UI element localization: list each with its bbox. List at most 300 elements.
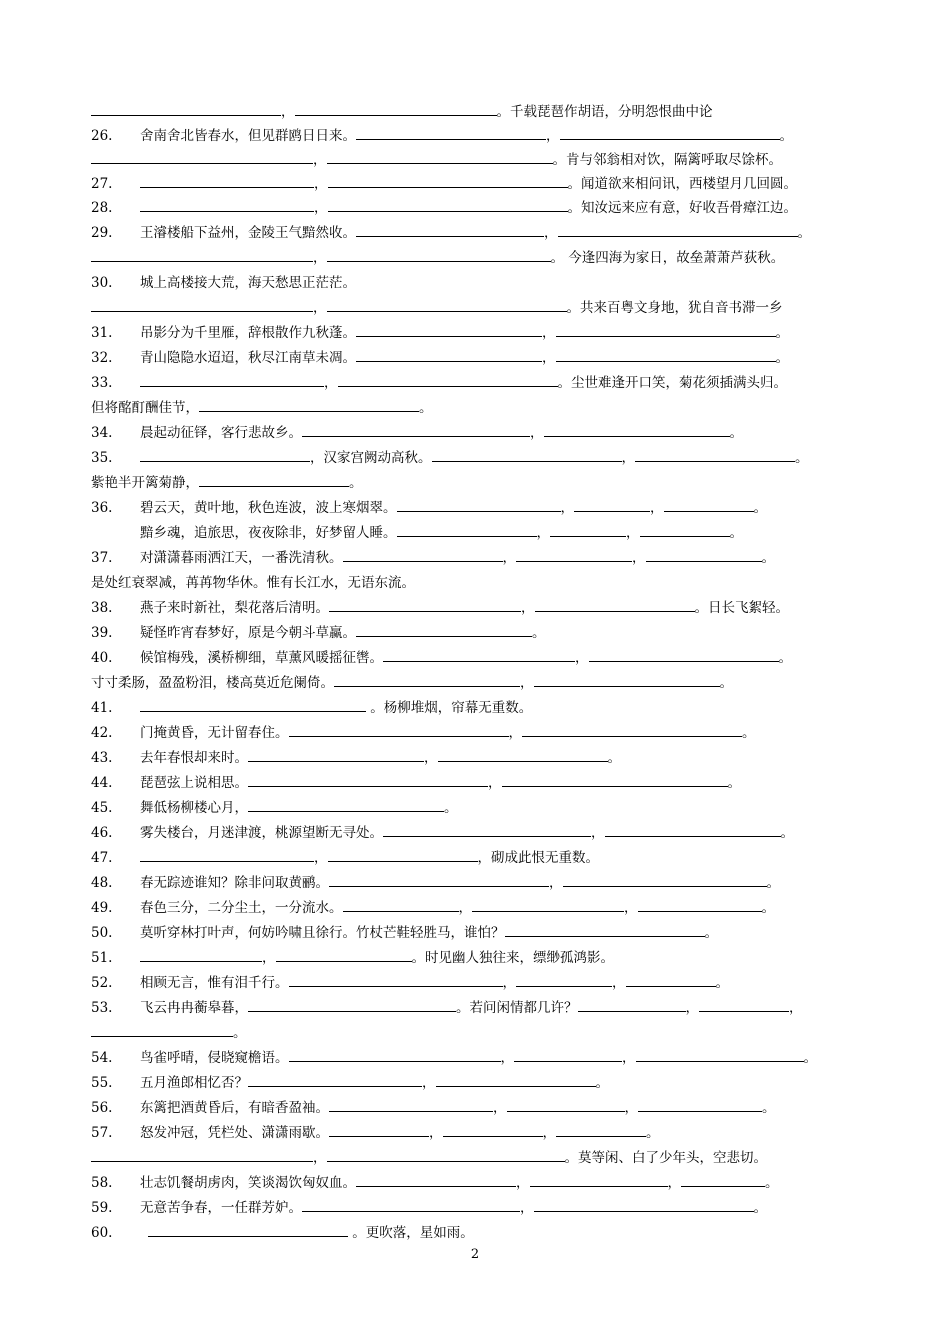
answer-blank[interactable] [356, 321, 542, 337]
verse-text: 。 [795, 450, 809, 466]
question-line [0, 371, 950, 395]
verse-text: 。知汝远来应有意，好收吾骨瘴江边。 [567, 200, 797, 216]
line-content [140, 596, 789, 620]
answer-blank[interactable] [436, 1071, 596, 1087]
verse-text: 。若问闲情都几许？ [456, 1000, 578, 1016]
answer-blank[interactable] [560, 124, 780, 140]
question-line [0, 124, 950, 148]
answer-blank[interactable] [664, 496, 754, 512]
answer-blank[interactable] [140, 446, 310, 462]
answer-blank[interactable] [343, 896, 459, 912]
answer-blank[interactable] [140, 196, 314, 212]
answer-blank[interactable] [140, 846, 314, 862]
question-line [0, 1171, 950, 1195]
question-number: 51. [91, 950, 113, 966]
line-content [91, 571, 415, 595]
answer-blank[interactable] [438, 746, 608, 762]
answer-blank[interactable] [289, 971, 503, 987]
question-number: 34. [91, 425, 113, 441]
line-content [91, 296, 783, 320]
verse-text: 雾失楼台，月迷津渡，桃源望断无寻处。 [140, 825, 383, 841]
answer-blank[interactable] [635, 446, 795, 462]
verse-text: 。 [762, 1100, 776, 1116]
verse-text: 寸寸柔肠，盈盈粉泪，楼高莫近危阑倚。 [91, 675, 334, 691]
question-number: 54. [91, 1050, 113, 1066]
answer-blank[interactable] [626, 971, 716, 987]
line-content [140, 871, 780, 895]
verse-text: 燕子来时新社，梨花落后清明。 [140, 600, 329, 616]
verse-text: ， [520, 675, 534, 691]
question-line [0, 896, 950, 920]
answer-blank[interactable] [91, 296, 313, 312]
verse-text: 候馆梅残，溪桥柳细，草薰风暖摇征辔。 [140, 650, 383, 666]
question-line [0, 996, 950, 1020]
question-line [0, 446, 950, 470]
question-line [0, 148, 950, 172]
line-content [140, 1096, 776, 1120]
verse-text: 。更吹落，星如雨。 [348, 1225, 474, 1241]
answer-blank[interactable] [356, 221, 544, 237]
verse-text: 。 [775, 350, 789, 366]
verse-text: 。 [595, 1075, 609, 1091]
answer-blank[interactable] [91, 246, 313, 262]
question-number: 47. [91, 850, 113, 866]
verse-text: 碧云天，黄叶地，秋色连波，波上寒烟翠。 [140, 500, 397, 516]
answer-blank[interactable] [636, 1046, 804, 1062]
question-line [0, 596, 950, 620]
verse-text: 。千载琵琶作胡语，分明怨恨曲中论 [496, 104, 713, 120]
verse-text: ， [488, 775, 502, 791]
answer-blank[interactable] [199, 396, 419, 412]
answer-blank[interactable] [589, 646, 779, 662]
answer-blank[interactable] [556, 346, 776, 362]
answer-blank[interactable] [248, 996, 456, 1012]
line-content [140, 921, 718, 945]
verse-text: 。 [803, 1050, 817, 1066]
line-content [140, 521, 743, 545]
question-line [0, 1071, 950, 1095]
question-number: 28. [91, 200, 113, 216]
question-line [0, 546, 950, 570]
answer-blank[interactable] [578, 996, 686, 1012]
question-number: 60. [91, 1225, 113, 1241]
verse-text: ， [314, 850, 328, 866]
line-content [91, 471, 363, 495]
line-content [140, 421, 743, 445]
verse-text: ， [622, 1050, 636, 1066]
line-content [140, 321, 789, 345]
line-content [140, 1071, 609, 1095]
answer-blank[interactable] [516, 546, 632, 562]
verse-text: 。 [761, 550, 775, 566]
answer-blank[interactable] [356, 1171, 516, 1187]
answer-blank[interactable] [505, 921, 705, 937]
answer-blank[interactable] [443, 1121, 543, 1137]
verse-text: 。 [766, 875, 780, 891]
question-number: 45. [91, 800, 113, 816]
verse-text: 。肯与邻翁相对饮，隔篱呼取尽馀杯。 [552, 152, 782, 168]
question-line [0, 100, 950, 124]
verse-text: 。杨柳堆烟，帘幕无重数。 [366, 700, 533, 716]
question-line [0, 646, 950, 670]
verse-text: ， [313, 250, 327, 266]
question-line [0, 821, 950, 845]
line-content [91, 671, 733, 695]
verse-text: 。闻道欲来相问讯，西楼望月几回圆。 [567, 176, 797, 192]
answer-blank[interactable] [248, 796, 444, 812]
answer-blank[interactable] [397, 521, 537, 537]
verse-text: ， [789, 1000, 803, 1016]
verse-text: ， [544, 225, 558, 241]
question-line [0, 621, 950, 645]
question-line [0, 521, 950, 545]
answer-blank[interactable] [530, 1171, 668, 1187]
question-line [0, 721, 950, 745]
answer-blank[interactable] [681, 1171, 765, 1187]
answer-blank[interactable] [140, 946, 262, 962]
answer-blank[interactable] [329, 1096, 493, 1112]
question-number: 52. [91, 975, 113, 991]
verse-text: ， [560, 500, 574, 516]
answer-blank[interactable] [302, 421, 530, 437]
question-number: 31. [91, 325, 113, 341]
verse-text: ， [542, 350, 556, 366]
line-content [140, 346, 789, 370]
answer-blank[interactable] [544, 421, 730, 437]
answer-blank[interactable] [563, 871, 767, 887]
answer-blank[interactable] [327, 148, 553, 164]
question-number: 30. [91, 275, 113, 291]
answer-blank[interactable] [638, 896, 762, 912]
answer-blank[interactable] [522, 721, 742, 737]
answer-blank[interactable] [91, 100, 281, 116]
answer-blank[interactable] [328, 196, 568, 212]
verse-text: 。 [444, 800, 458, 816]
question-number: 55. [91, 1075, 113, 1091]
question-line [0, 1221, 950, 1245]
answer-blank[interactable] [514, 1046, 622, 1062]
line-content [140, 1121, 660, 1145]
line-content [140, 1171, 779, 1195]
question-line [0, 471, 950, 495]
answer-blank[interactable] [276, 946, 412, 962]
verse-text: 疑怪昨宵春梦好，原是今朝斗草赢。 [140, 625, 356, 641]
question-number: 36. [91, 500, 113, 516]
line-content [140, 896, 775, 920]
verse-text: 。 [719, 675, 733, 691]
line-content [140, 271, 356, 295]
answer-blank[interactable] [397, 496, 561, 512]
verse-text: ，砌成此恨无重数。 [477, 850, 599, 866]
verse-text: ， [313, 1150, 327, 1166]
verse-text: 对潇潇暮雨洒江天，一番洗清秋。 [140, 550, 343, 566]
question-number: 26. [91, 128, 113, 144]
verse-text: 。 [729, 525, 743, 541]
question-number: 43. [91, 750, 113, 766]
answer-blank[interactable] [328, 846, 478, 862]
question-line [0, 971, 950, 995]
answer-blank[interactable] [295, 100, 497, 116]
question-line [0, 396, 950, 420]
verse-text: ， [314, 176, 328, 192]
verse-text: 门掩黄昏，无计留春住。 [140, 725, 289, 741]
line-content [140, 196, 797, 220]
verse-text: 无意苦争春，一任群芳妒。 [140, 1200, 302, 1216]
answer-blank[interactable] [91, 1146, 313, 1162]
verse-text: 壮志饥餐胡虏肉，笑谈渴饮匈奴血。 [140, 1175, 356, 1191]
verse-text: 。 [704, 925, 718, 941]
line-content [140, 796, 458, 820]
question-number: 40. [91, 650, 113, 666]
answer-blank[interactable] [472, 896, 624, 912]
verse-text: 晨起动征铎，客行悲故乡。 [140, 425, 302, 441]
line-content [140, 1196, 767, 1220]
answer-blank[interactable] [432, 446, 622, 462]
verse-text: ， [521, 600, 535, 616]
answer-blank[interactable] [302, 1196, 520, 1212]
answer-blank[interactable] [327, 296, 567, 312]
verse-text: 飞云冉冉蘅皋暮， [140, 1000, 248, 1016]
verse-text: ， [621, 450, 635, 466]
answer-blank[interactable] [334, 671, 520, 687]
verse-text: ， [612, 975, 626, 991]
answer-blank[interactable] [328, 172, 568, 188]
question-number: 41. [91, 700, 113, 716]
verse-text: ， [493, 1100, 507, 1116]
verse-text: 。 [780, 825, 794, 841]
answer-blank[interactable] [535, 596, 695, 612]
answer-blank[interactable] [329, 1121, 429, 1137]
question-line [0, 946, 950, 970]
verse-text: ， [313, 152, 327, 168]
verse-text: ， [314, 200, 328, 216]
verse-text: 。 [233, 1025, 247, 1041]
question-line [0, 271, 950, 295]
question-number: 42. [91, 725, 113, 741]
answer-blank[interactable] [289, 1046, 501, 1062]
answer-blank[interactable] [199, 471, 349, 487]
verse-text: 。 [775, 325, 789, 341]
question-number: 56. [91, 1100, 113, 1116]
answer-blank[interactable] [343, 546, 503, 562]
answer-blank[interactable] [534, 1196, 754, 1212]
line-content [140, 696, 532, 720]
line-content [91, 148, 782, 172]
question-line [0, 796, 950, 820]
verse-text: 。日长飞絮轻。 [694, 600, 789, 616]
answer-blank[interactable] [556, 1121, 646, 1137]
verse-text: ， [422, 1075, 436, 1091]
question-number: 27. [91, 176, 113, 192]
verse-text: 。莫等闲、白了少年头，空悲切。 [564, 1150, 767, 1166]
verse-text: ， [502, 975, 516, 991]
verse-text: 春无踪迹谁知？除非问取黄鹂。 [140, 875, 329, 891]
answer-blank[interactable] [248, 771, 488, 787]
line-content [91, 246, 784, 270]
verse-text: 。尘世难逢开口笑，菊花须插满头归。 [557, 375, 787, 391]
answer-blank[interactable] [550, 521, 626, 537]
verse-text: ， [624, 900, 638, 916]
answer-blank[interactable] [356, 346, 542, 362]
line-content [140, 821, 794, 845]
question-line [0, 846, 950, 870]
answer-blank[interactable] [516, 971, 612, 987]
answer-blank[interactable] [329, 871, 549, 887]
verse-text: ， [520, 1200, 534, 1216]
verse-text: 。 [778, 650, 792, 666]
line-content [91, 1146, 767, 1170]
verse-text: 。 [607, 750, 621, 766]
line-content [140, 621, 546, 645]
line-content [140, 771, 741, 795]
line-content [140, 1046, 817, 1070]
question-number: 37. [91, 550, 113, 566]
answer-blank[interactable] [327, 1146, 565, 1162]
verse-text: ， [650, 500, 664, 516]
verse-text: 。 [532, 625, 546, 641]
verse-text: 相顾无言，惟有泪千行。 [140, 975, 289, 991]
question-number: 59. [91, 1200, 113, 1216]
verse-text: ， [508, 725, 522, 741]
question-line [0, 1121, 950, 1145]
question-line [0, 1021, 950, 1045]
question-line [0, 921, 950, 945]
line-content [140, 946, 614, 970]
verse-text: ， [313, 300, 327, 316]
answer-blank[interactable] [338, 371, 558, 387]
line-content [91, 1021, 247, 1045]
verse-text: 。 今逢四海为家日，故垒萧萧芦荻秋。 [550, 250, 785, 266]
answer-blank[interactable] [383, 646, 575, 662]
verse-text: 。 [729, 425, 743, 441]
question-number: 57. [91, 1125, 113, 1141]
answer-blank[interactable] [640, 521, 730, 537]
verse-text: ， [542, 1125, 556, 1141]
question-number: 46. [91, 825, 113, 841]
answer-blank[interactable] [356, 621, 532, 637]
answer-blank[interactable] [327, 246, 551, 262]
question-line [0, 696, 950, 720]
question-number: 32. [91, 350, 113, 366]
answer-blank[interactable] [148, 1221, 348, 1237]
verse-text: ， [575, 650, 589, 666]
verse-text: ， [324, 375, 338, 391]
answer-blank[interactable] [383, 821, 591, 837]
verse-text: 。 [646, 1125, 660, 1141]
line-content [140, 124, 793, 148]
question-number: 29. [91, 225, 113, 241]
verse-text: 青山隐隐水迢迢，秋尽江南草未凋。 [140, 350, 356, 366]
answer-blank[interactable] [556, 321, 776, 337]
verse-text: 紫艳半开篱菊静， [91, 475, 199, 491]
question-line [0, 871, 950, 895]
line-content [140, 846, 599, 870]
answer-blank[interactable] [91, 1021, 233, 1037]
question-line [0, 246, 950, 270]
answer-blank[interactable] [140, 371, 324, 387]
answer-blank[interactable] [699, 996, 789, 1012]
verse-text: 。 [715, 975, 729, 991]
question-line [0, 221, 950, 245]
line-content [140, 646, 792, 670]
question-number: 39. [91, 625, 113, 641]
verse-text: ， [458, 900, 472, 916]
verse-text: 。 [761, 900, 775, 916]
answer-blank[interactable] [507, 1096, 625, 1112]
verse-text: 。 [765, 1175, 779, 1191]
answer-blank[interactable] [329, 596, 521, 612]
answer-blank[interactable] [91, 148, 313, 164]
verse-text: ， [500, 1050, 514, 1066]
question-line [0, 1046, 950, 1070]
verse-text: ， [502, 550, 516, 566]
verse-text: 是处红衰翠减，苒苒物华休。惟有长江水，无语东流。 [91, 575, 415, 591]
verse-text: 。 [797, 225, 811, 241]
verse-text: 。 [349, 475, 363, 491]
answer-blank[interactable] [502, 771, 728, 787]
question-line [0, 196, 950, 220]
answer-blank[interactable] [574, 496, 650, 512]
verse-text: 舞低杨柳楼心月， [140, 800, 248, 816]
verse-text: ， [549, 875, 563, 891]
answer-blank[interactable] [248, 746, 424, 762]
verse-text: ， [429, 1125, 443, 1141]
verse-text: 五月渔郎相忆否？ [140, 1075, 248, 1091]
question-line [0, 496, 950, 520]
line-content [91, 396, 433, 420]
answer-blank[interactable] [605, 821, 781, 837]
verse-text: ， [281, 104, 295, 120]
answer-blank[interactable] [140, 172, 314, 188]
question-line [0, 172, 950, 196]
answer-blank[interactable] [356, 124, 546, 140]
verse-text: 。 [727, 775, 741, 791]
line-content [140, 746, 621, 770]
line-content [140, 996, 803, 1020]
answer-blank[interactable] [558, 221, 798, 237]
question-line [0, 1146, 950, 1170]
line-content [140, 221, 811, 245]
answer-blank[interactable] [289, 721, 509, 737]
verse-text: 黯乡魂，追旅思，夜夜除非，好梦留人睡。 [140, 525, 397, 541]
answer-blank[interactable] [646, 546, 762, 562]
verse-text: ，汉家宫阙动高秋。 [310, 450, 432, 466]
verse-text: ， [667, 1175, 681, 1191]
page-number: 2 [470, 1247, 480, 1262]
verse-text: 莫听穿林打叶声，何妨吟啸且徐行。竹杖芒鞋轻胜马，谁怕？ [140, 925, 505, 941]
verse-text: 但将酩酊酬佳节， [91, 400, 199, 416]
line-content [140, 371, 787, 395]
verse-text: ， [591, 825, 605, 841]
question-number: 44. [91, 775, 113, 791]
answer-blank[interactable] [140, 696, 366, 712]
answer-blank[interactable] [248, 1071, 422, 1087]
verse-text: ， [626, 525, 640, 541]
question-number: 33. [91, 375, 113, 391]
answer-blank[interactable] [534, 671, 720, 687]
verse-text: 。共来百粤文身地，犹自音书滞一乡 [566, 300, 783, 316]
question-line [0, 421, 950, 445]
answer-blank[interactable] [638, 1096, 762, 1112]
verse-text: 春色三分，二分尘土，一分流水。 [140, 900, 343, 916]
verse-text: ， [262, 950, 276, 966]
verse-text: ， [536, 525, 550, 541]
verse-text: ， [530, 425, 544, 441]
question-line [0, 321, 950, 345]
verse-text: 。时见幽人独往来，缥缈孤鸿影。 [411, 950, 614, 966]
verse-text: ， [424, 750, 438, 766]
question-number: 35. [91, 450, 113, 466]
